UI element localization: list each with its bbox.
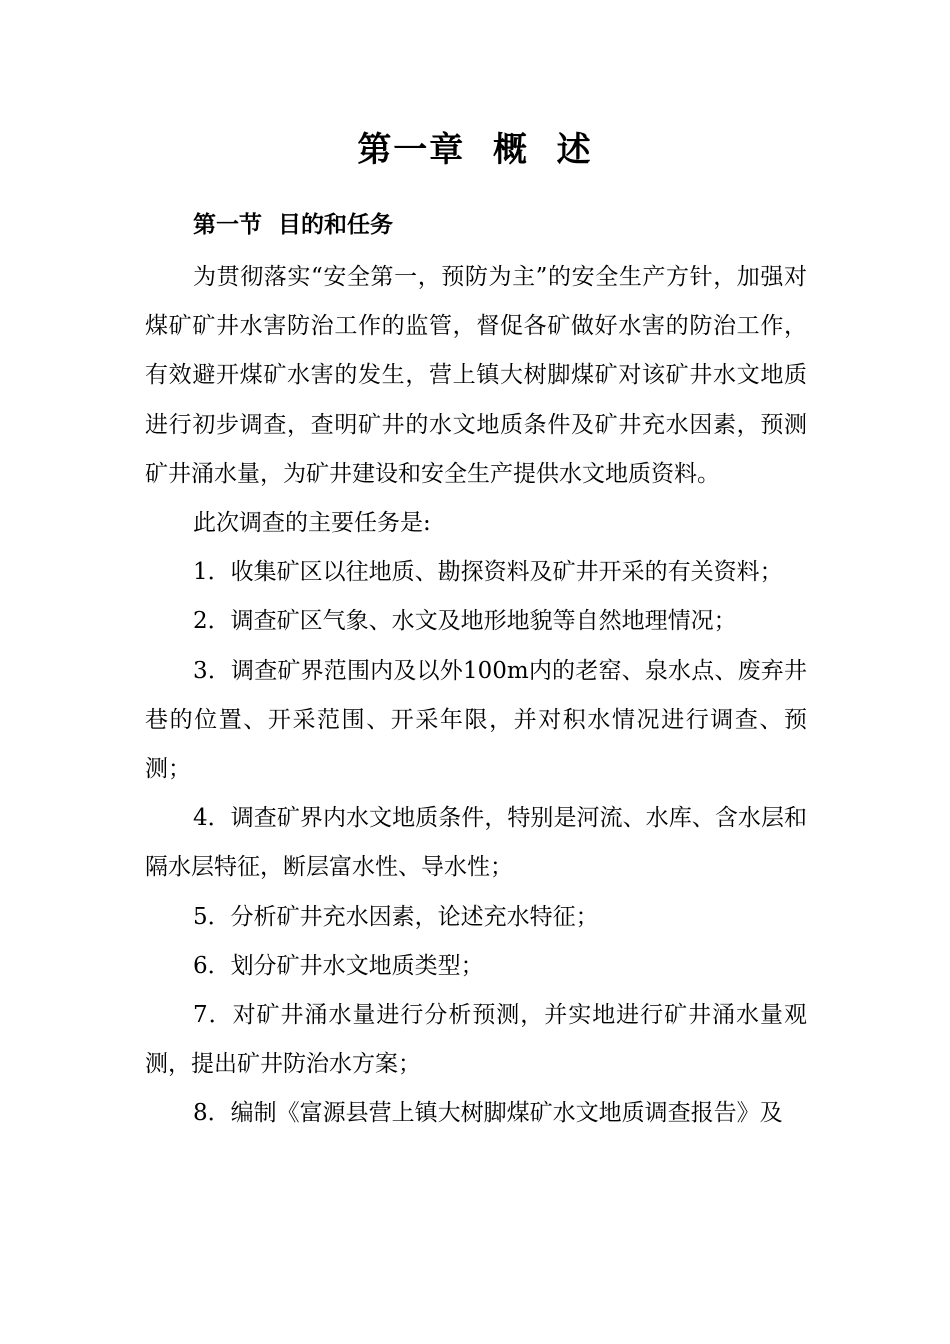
body-text (145, 253, 807, 1139)
task-item-1: 1．收集矿区以往地质、勘探资料及矿井开采的有关资料； (193, 559, 783, 586)
task-item-2: 2．调查矿区气象、水文及地形地貌等自然地理情况； (193, 608, 737, 635)
task-item-4: 4．调查矿界内水文地质条件，特别是河流、水库、含水层和隔水层特征，断层富水性、导水性； (145, 805, 807, 881)
task-item-5: 5．分析矿井充水因素，论述充水特征； (193, 903, 599, 930)
task-item-6: 6．划分矿井水文地质类型； (193, 952, 484, 979)
chapter-title: 第一章 概 述 (357, 130, 593, 170)
paragraph-purpose: 为贯彻落实“安全第一，预防为主”的安全生产方针，加强对煤矿矿井水害防治工作的监管，督促各矿做好水害的防治工作，有效避开煤矿水害的发生，营上镇大树脚煤矿对该矿井水文地质进行初步调查，查明矿井的水文地质条件及矿井充水因素，预测矿井涌水量，为矿井建设和安全生产提供水文地质资料。 (145, 264, 807, 487)
task-item-7: 7．对矿井涌水量进行分析预测，并实地进行矿井涌水量观测，提出矿井防治水方案； (145, 1002, 807, 1078)
section-title: 第一节 目的和任务 (193, 211, 394, 238)
task-item-3: 3．调查矿界范围内及以外100m内的老窑、泉水点、废弃井巷的位置、开采范围、开采年限，并对积水情况进行调查、预测； (145, 657, 807, 783)
paragraph-tasks-intro: 此次调查的主要任务是: (193, 510, 431, 537)
task-item-8: 8．编制《富源县营上镇大树脚煤矿水文地质调查报告》及 (193, 1100, 783, 1127)
